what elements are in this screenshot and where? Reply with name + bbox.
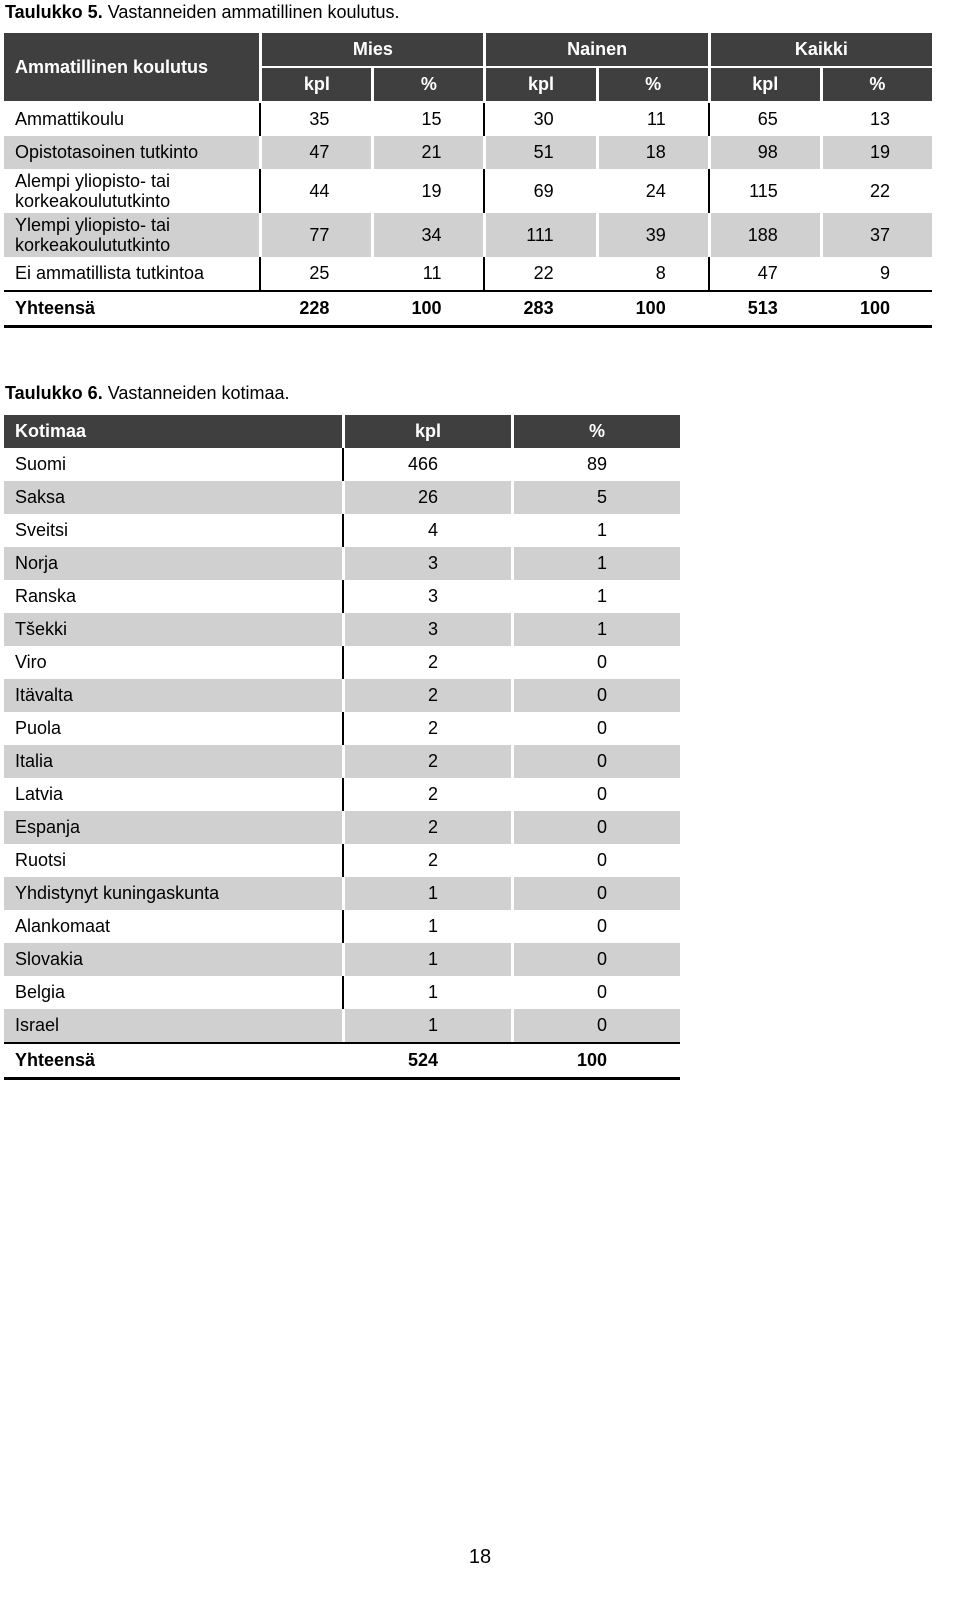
- country-count: 1: [342, 1009, 511, 1042]
- total-cell: 228: [259, 290, 371, 328]
- row-label: Ammattikoulu: [15, 109, 125, 129]
- table5-caption: [5, 2, 400, 23]
- cell: 188: [708, 213, 820, 257]
- cell: 21: [371, 136, 483, 169]
- subheader: kpl: [483, 68, 595, 103]
- country-count: 2: [342, 778, 511, 811]
- row-label: Alempi yliopisto- tai korkeakoulututkinto: [15, 171, 171, 211]
- country-name: Alankomaat: [15, 916, 111, 936]
- country-count: 466: [342, 448, 511, 481]
- country-percent: 0: [596, 784, 607, 804]
- row-header: Ammatillinen koulutus: [4, 33, 259, 103]
- country-name: Italia: [4, 745, 342, 778]
- country-count: 3: [342, 613, 511, 646]
- header-country: Kotimaa: [4, 415, 342, 448]
- country-name: Saksa: [4, 481, 342, 514]
- cell: 98: [708, 136, 820, 169]
- country-count: 3: [342, 580, 511, 613]
- cell: 37: [820, 213, 932, 257]
- subheader: kpl: [708, 68, 820, 103]
- country-name: Belgia: [15, 982, 66, 1002]
- table-row: [4, 580, 680, 613]
- table-row: [4, 169, 932, 213]
- subheader: kpl: [259, 68, 371, 103]
- country-name: Sveitsi: [15, 520, 69, 540]
- subheader: %: [820, 68, 932, 103]
- row-label: Opistotasoinen tutkinto: [4, 136, 259, 169]
- cell: 9: [879, 263, 890, 283]
- table-row: [4, 679, 680, 712]
- cell: 115: [708, 169, 820, 213]
- country-count: 4: [342, 514, 511, 547]
- cell: 8: [655, 263, 666, 283]
- country-percent: 0: [511, 877, 680, 910]
- home-country-table: [4, 415, 680, 1080]
- country-count: 26: [342, 481, 511, 514]
- country-name: Tšekki: [4, 613, 342, 646]
- cell: 77: [259, 213, 371, 257]
- cell: 34: [371, 213, 483, 257]
- table-row: [4, 844, 680, 877]
- total-row: [4, 1042, 680, 1080]
- country-percent: 0: [511, 679, 680, 712]
- country-percent: 0: [511, 1009, 680, 1042]
- total-percent: 100: [511, 1042, 680, 1080]
- total-cell: 513: [708, 290, 820, 328]
- table6-caption: [5, 383, 290, 404]
- cell: 22: [869, 180, 890, 201]
- table-row: [4, 213, 932, 257]
- table-row: [4, 613, 680, 646]
- country-count: 3: [342, 547, 511, 580]
- table6-caption-number: Taulukko 6.: [5, 383, 103, 403]
- country-name: Ruotsi: [15, 850, 67, 870]
- country-name: Ranska: [15, 586, 77, 606]
- cell: 19: [820, 136, 932, 169]
- total-cell: 100: [596, 290, 708, 328]
- table-row: [4, 712, 680, 745]
- header-count: kpl: [342, 415, 511, 448]
- country-name: Itävalta: [4, 679, 342, 712]
- country-rows: [4, 448, 680, 1080]
- table-row: [4, 136, 932, 169]
- cell: 15: [421, 109, 442, 129]
- country-name: Viro: [15, 652, 47, 672]
- table-row: [4, 745, 680, 778]
- cell: 111: [483, 213, 595, 257]
- cell: 39: [596, 213, 708, 257]
- country-count: 2: [342, 811, 511, 844]
- country-percent: 0: [596, 982, 607, 1002]
- table-row: [4, 514, 680, 547]
- header-percent: %: [511, 415, 680, 448]
- page-number: 18: [468, 1546, 492, 1568]
- table-row: [4, 481, 680, 514]
- country-name: Latvia: [15, 784, 64, 804]
- country-name: Norja: [4, 547, 342, 580]
- country-count: 1: [342, 877, 511, 910]
- total-count: 524: [342, 1042, 511, 1080]
- country-percent: 1: [596, 520, 607, 540]
- country-name: Israel: [4, 1009, 342, 1042]
- country-count: 2: [342, 745, 511, 778]
- cell: 19: [421, 180, 442, 201]
- table-row: [4, 976, 680, 1009]
- table-row: [4, 811, 680, 844]
- country-percent: 1: [511, 547, 680, 580]
- cell: 51: [483, 136, 595, 169]
- cell: 13: [869, 109, 890, 129]
- cell: 35: [259, 103, 371, 136]
- cell: 65: [708, 103, 820, 136]
- subheader: %: [596, 68, 708, 103]
- country-count: 2: [342, 679, 511, 712]
- cell: 69: [483, 169, 595, 213]
- table6-caption-text: Vastanneiden kotimaa.: [102, 383, 290, 403]
- country-percent: 0: [511, 943, 680, 976]
- country-percent: 1: [511, 613, 680, 646]
- country-percent: 0: [596, 850, 607, 870]
- total-cell: 283: [483, 290, 595, 328]
- cell: 47: [259, 136, 371, 169]
- country-percent: 0: [596, 718, 607, 738]
- cell: 11: [422, 263, 442, 283]
- subheader: %: [371, 68, 483, 103]
- total-label: Yhteensä: [4, 290, 259, 328]
- table-row: [4, 448, 680, 481]
- cell: 25: [259, 257, 371, 290]
- row-label: Ei ammatillista tutkintoa: [15, 263, 205, 283]
- country-count: 1: [342, 910, 511, 943]
- country-percent: 0: [596, 916, 607, 936]
- country-percent: 0: [511, 811, 680, 844]
- total-row: [4, 290, 932, 328]
- group-header-women: Nainen: [483, 33, 707, 68]
- table-row: [4, 547, 680, 580]
- group-header-all: Kaikki: [708, 33, 932, 68]
- country-percent: 0: [511, 745, 680, 778]
- total-label: Yhteensä: [4, 1042, 342, 1080]
- cell: 30: [483, 103, 595, 136]
- country-name: Slovakia: [4, 943, 342, 976]
- table-row: [4, 646, 680, 679]
- table5-caption-number: Taulukko 5.: [5, 2, 103, 22]
- country-percent: 1: [596, 586, 607, 606]
- total-cell: 100: [820, 290, 932, 328]
- country-count: 1: [342, 943, 511, 976]
- country-percent: 5: [511, 481, 680, 514]
- table5-caption-text: Vastanneiden ammatillinen koulutus.: [102, 2, 400, 22]
- vocational-education-table: [4, 33, 932, 328]
- group-header-men: Mies: [259, 33, 483, 68]
- country-name: Suomi: [15, 454, 67, 474]
- country-count: 2: [342, 712, 511, 745]
- table-row: [4, 1009, 680, 1042]
- cell: 11: [647, 109, 666, 129]
- cell: 47: [708, 257, 820, 290]
- table-row: [4, 877, 680, 910]
- country-name: Yhdistynyt kuningaskunta: [4, 877, 342, 910]
- table-row: [4, 778, 680, 811]
- country-name: Espanja: [4, 811, 342, 844]
- table-row: [4, 257, 932, 290]
- row-label: Ylempi yliopisto- tai korkeakoulututkinto: [4, 213, 259, 257]
- table-row: [4, 910, 680, 943]
- country-name: Puola: [15, 718, 62, 738]
- total-cell: 100: [371, 290, 483, 328]
- country-count: 1: [342, 976, 511, 1009]
- cell: 44: [259, 169, 371, 213]
- country-count: 2: [342, 844, 511, 877]
- country-percent: 0: [596, 652, 607, 672]
- cell: 22: [483, 257, 595, 290]
- cell: 24: [645, 180, 666, 201]
- country-percent: 89: [586, 454, 607, 474]
- table-row: [4, 103, 932, 136]
- cell: 18: [596, 136, 708, 169]
- country-count: 2: [342, 646, 511, 679]
- table-row: [4, 943, 680, 976]
